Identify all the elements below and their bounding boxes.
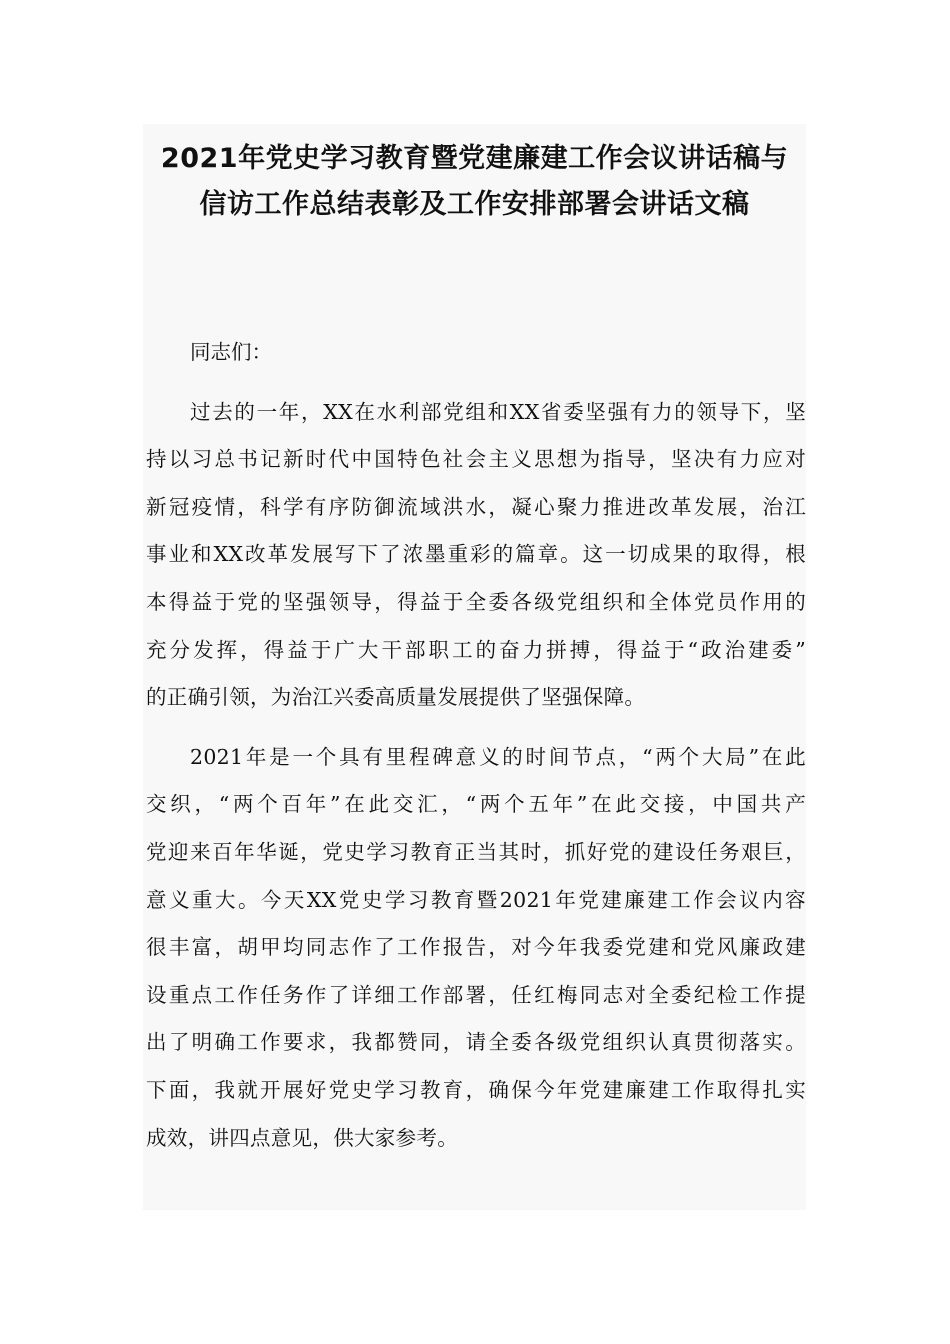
- document-page: [143, 124, 806, 1210]
- text-line: 交织，“两个百年”在此交汇，“两个五年”在此交接，中国共产: [146, 792, 806, 817]
- document-title: [143, 136, 806, 228]
- text-line: 过去的一年，XX在水利部党组和XX省委坚强有力的领导下，坚: [190, 399, 806, 424]
- text-line: 下面，我就开展好党史学习教育，确保今年党建廉建工作取得扎实: [146, 1077, 806, 1102]
- text-line: 成效，讲四点意见，供大家参考。: [146, 1125, 458, 1150]
- text-line: 很丰富，胡甲均同志作了工作报告，对今年我委党建和党风廉政建: [146, 935, 806, 960]
- text-line: 2021年是一个具有里程碑意义的时间节点，“两个大局”在此: [190, 744, 806, 769]
- text-line: 新冠疫情，科学有序防御流域洪水，凝心聚力推进改革发展，治江: [146, 494, 806, 519]
- text-line: 意义重大。今天XX党史学习教育暨2021年党建廉建工作会议内容: [146, 887, 806, 912]
- text-line: 的正确引领，为治江兴委高质量发展提供了坚强保障。: [146, 685, 646, 710]
- title-line: 信访工作总结表彰及工作安排部署会讲话文稿: [199, 189, 750, 220]
- text-line: 设重点工作任务作了详细工作部署，任红梅同志对全委纪检工作提: [146, 982, 806, 1007]
- greeting: 同志们：: [190, 340, 272, 364]
- text-line: 事业和XX改革发展写下了浓墨重彩的篇章。这一切成果的取得，根: [146, 542, 806, 567]
- text-line: 党迎来百年华诞，党史学习教育正当其时，抓好党的建设任务艰巨，: [146, 839, 806, 864]
- paragraph: [146, 734, 806, 1162]
- text-line: 本得益于党的坚强领导，得益于全委各级党组织和全体党员作用的: [146, 589, 806, 614]
- paragraph: [146, 389, 806, 722]
- document-body: [146, 329, 806, 1174]
- text-line: 出了明确工作要求，我都赞同，请全委各级党组织认真贯彻落实。: [146, 1030, 806, 1055]
- text-line: 持以习总书记新时代中国特色社会主义思想为指导，坚决有力应对: [146, 447, 806, 472]
- title-line: 2021年党史学习教育暨党建廉建工作会议讲话稿与: [160, 143, 789, 174]
- text-line: 充分发挥，得益于广大干部职工的奋力拼搏，得益于“政治建委”: [146, 637, 806, 662]
